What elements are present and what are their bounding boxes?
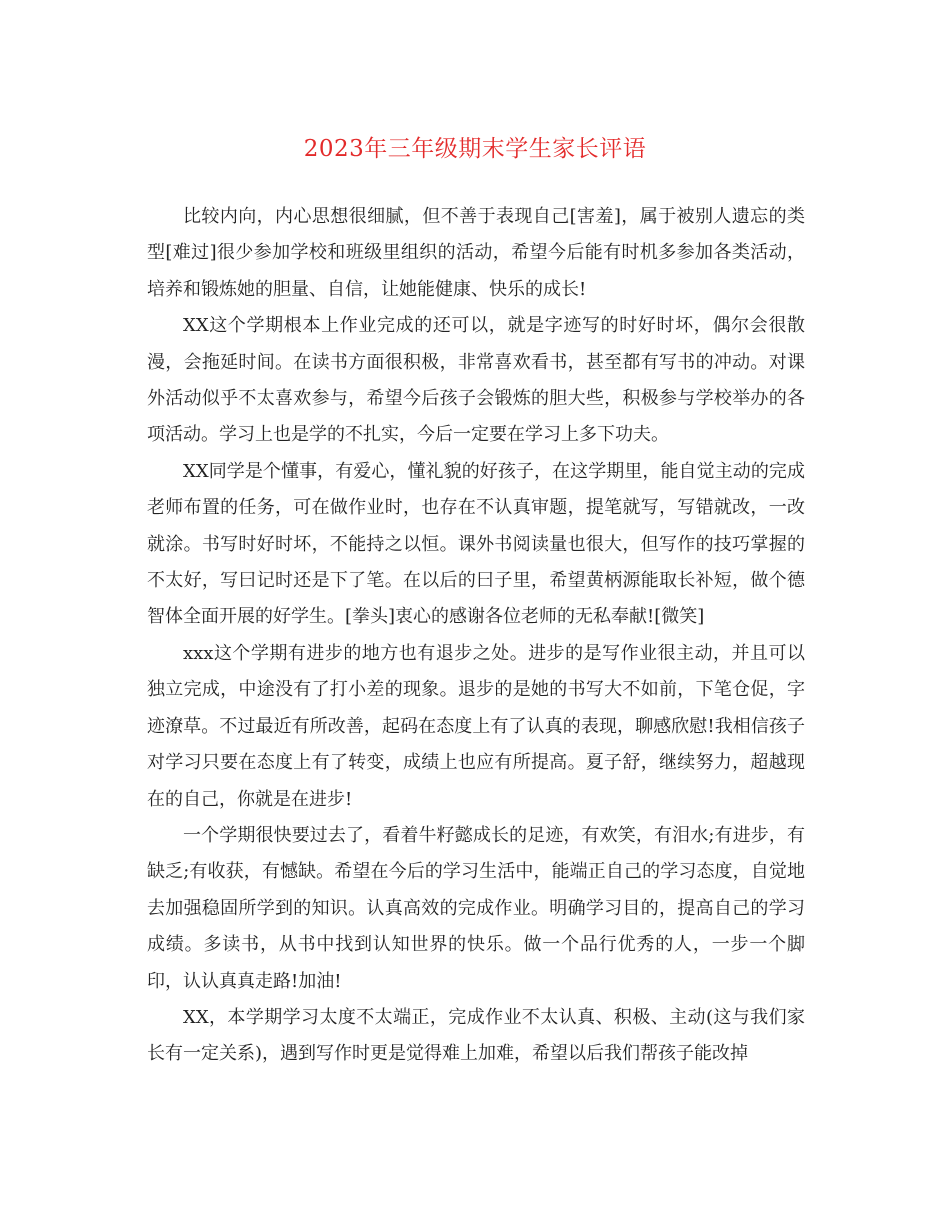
paragraph-3: XX同学是个懂事，有爱心，懂礼貌的好孩子，在这学期里，能自觉主动的完成老师布置的任务，可在做作业时，也存在不认真审题，提笔就写，写错就改，一改就涂。书写时好时坏，不能持之以恒。课外书阅读量也很大，但写作的技巧掌握的不太好，写曰记时还是下了笔。在以后的曰子里，希望黄柄源能取长补短，做个德智体全面开展的好学生。[拳头]衷心的感谢各位老师的无私奉献![微笑]	[147, 460, 805, 628]
document-body	[147, 199, 805, 1073]
paragraph-6: XX，本学期学习太度不太端正，完成作业不太认真、积极、主动(这与我们家长有一定关系)，遇到写作时更是觉得难上加难，希望以后我们帮孩子能改掉	[147, 1006, 805, 1065]
document-title: 2023年三年级期末学生家长评语	[303, 136, 647, 162]
paragraph-1: 比较内向，内心思想很细腻，但不善于表现自己[害羞]，属于被别人遗忘的类型[难过]很少参加学校和班级里组织的活动，希望今后能有时机多参加各类活动，培养和锻炼她的胆量、自信，让她能健康、快乐的成长!	[147, 206, 805, 300]
paragraph-4: xxx这个学期有进步的地方也有退步之处。进步的是写作业很主动，并且可以独立完成，中途没有了打小差的现象。退步的是她的书写大不如前，下笔仓促，字迹潦草。不过最近有所改善，起码在态度上有了认真的表现，聊感欣慰!我相信孩子对学习只要在态度上有了转变，成绩上也应有所提高。夏子舒，继续努力，超越现在的自己，你就是在进步!	[147, 642, 805, 810]
paragraph-2: XX这个学期根本上作业完成的还可以，就是字迹写的时好时坏，偶尔会很散漫，会拖延时间。在读书方面很积极，非常喜欢看书，甚至都有写书的冲动。对课外活动似乎不太喜欢参与，希望今后孩子会锻炼的胆大些，积极参与学校举办的各项活动。学习上也是学的不扎实，今后一定要在学习上多下功夫。	[147, 315, 805, 446]
paragraph-5: 一个学期很快要过去了，看着牛籽懿成长的足迹，有欢笑，有泪水;有进步，有缺乏;有收获，有憾缺。希望在今后的学习生活中，能端正自己的学习态度，自觉地去加强稳固所学到的知识。认真高效的完成作业。明确学习目的，提高自己的学习成绩。多读书，从书中找到认知世界的快乐。做一个品行优秀的人，一步一个脚印，认认真真走路!加油!	[147, 824, 805, 992]
